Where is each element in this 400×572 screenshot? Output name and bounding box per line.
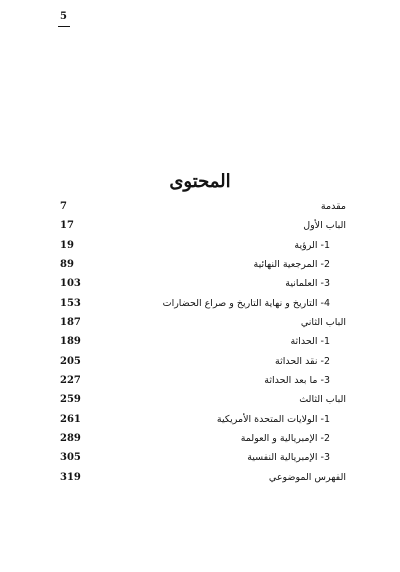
toc-entry-psychological-imperialism xyxy=(60,448,346,467)
toc-entry-label: 2- نقد الحداثة xyxy=(275,355,330,367)
toc-entry-label: مقدمة xyxy=(320,201,346,212)
toc-entry-secularism xyxy=(60,274,346,293)
toc-entry-part-two xyxy=(60,313,346,332)
toc-entry-united-states xyxy=(60,410,346,429)
toc-entry-label: 3- الإمبريالية النفسية xyxy=(247,452,330,464)
toc-entry-label: 1- الولايات المتحدة الأمريكية xyxy=(216,413,330,425)
toc-entry-label: 4- التاريخ و نهاية التاريخ و صراع الحضارات xyxy=(162,297,330,309)
toc-page-number: 89 xyxy=(60,258,74,270)
toc-page-number: 17 xyxy=(60,220,74,232)
toc-entry-label: 2- الإمبريالية و العولمة xyxy=(240,432,330,444)
toc-entry-modernity xyxy=(60,332,346,351)
toc-page-number: 153 xyxy=(60,297,81,309)
toc-page-number: 189 xyxy=(60,336,81,348)
toc-entry-imperialism-globalization xyxy=(60,429,346,448)
toc-page-number: 103 xyxy=(60,278,81,290)
toc-entry-label: 2- المرجعية النهائية xyxy=(253,258,330,270)
toc-entry-label: 1- الرؤية xyxy=(294,239,330,251)
toc-entry-label: 3- ما بعد الحداثة xyxy=(264,374,330,386)
toc-entry-final-reference xyxy=(60,255,346,274)
toc-entry-part-one xyxy=(60,216,346,235)
toc-page-number: 227 xyxy=(60,374,81,386)
toc-entry-postmodernity xyxy=(60,371,346,390)
toc-entry-label: الباب الأول xyxy=(303,220,346,232)
toc-entry-subject-index xyxy=(60,468,346,487)
toc-page-number: 187 xyxy=(60,316,81,328)
toc-entry-label: الباب الثاني xyxy=(300,316,346,328)
toc-entry-vision xyxy=(60,236,346,255)
toc-entry-introduction xyxy=(60,197,346,216)
toc-page-number: 305 xyxy=(60,452,81,464)
toc-page-number: 259 xyxy=(60,394,81,406)
toc-page-number: 19 xyxy=(60,239,74,251)
toc-page-number: 205 xyxy=(60,355,81,367)
toc-page-number: 261 xyxy=(60,413,81,425)
page-number: 5 xyxy=(60,11,67,22)
toc-entry-label: 1- الحداثة xyxy=(290,336,330,348)
toc-entry-part-three xyxy=(60,390,346,409)
toc-page-number: 289 xyxy=(60,432,81,444)
toc-page-number: 319 xyxy=(60,471,81,483)
toc-entry-label: الباب الثالث xyxy=(299,394,346,406)
toc-entry-label: 3- العلمانية xyxy=(285,278,330,290)
toc-entry-critique-of-modernity xyxy=(60,352,346,371)
toc-entry-history xyxy=(60,294,346,313)
toc-title: المحتوى xyxy=(169,171,231,192)
toc-page-number: 7 xyxy=(60,201,67,212)
page-number-underline xyxy=(58,26,70,27)
toc-entry-label: الفهرس الموضوعي xyxy=(268,471,346,483)
toc-list xyxy=(60,197,346,487)
